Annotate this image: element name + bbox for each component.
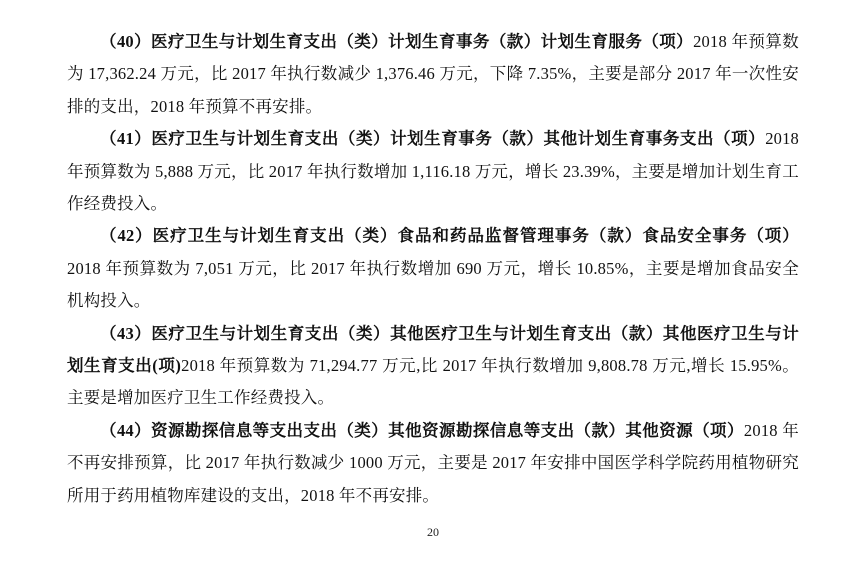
paragraph-43-heading: （43）医疗卫生与计划生育支出（类）其他医疗卫生与计划生育支出（款）其他医疗卫生与计划生育支出(项) [67, 323, 799, 376]
paragraph-41 [67, 123, 799, 220]
paragraph-42-body: 2018 年预算数为 7,051 万元，比 2017 年执行数增加 690 万元，增长 10.85%，主要是增加食品安全机构投入。 [67, 258, 799, 311]
paragraph-40-heading: （40）医疗卫生与计划生育支出（类）计划生育事务（款）计划生育服务（项） [100, 32, 694, 51]
document-content [67, 26, 799, 512]
paragraph-40-body: 2018 年预算数为 17,362.24 万元，比 2017 年执行数减少 1,376.46 万元，下降 7.35%，主要是部分 2017 年一次性安排的支出，2018 年预算不再安排。 [67, 32, 799, 116]
paragraph-44 [67, 415, 799, 512]
paragraph-41-body: 2018 年预算数为 5,888 万元，比 2017 年执行数增加 1,116.18 万元，增长 23.39%，主要是增加计划生育工作经费投入。 [67, 129, 799, 214]
page-number: 20 [427, 525, 439, 539]
paragraph-41-heading: （41）医疗卫生与计划生育支出（类）计划生育事务（款）其他计划生育事务支出（项） [100, 129, 766, 149]
paragraph-43-body: 2018 年预算数为 71,294.77 万元,比 2017 年执行数增加 9,808.78 万元,增长 15.95%。主要是增加医疗卫生工作经费投入。 [67, 356, 799, 408]
paragraph-42-heading: （42）医疗卫生与计划生育支出（类）食品和药品监督管理事务（款）食品安全事务（项） [100, 226, 799, 246]
paragraph-43 [67, 318, 799, 415]
paragraph-40 [67, 26, 799, 123]
paragraph-44-heading: （44）资源勘探信息等支出支出（类）其他资源勘探信息等支出（款）其他资源（项） [100, 420, 744, 440]
paragraph-42 [67, 220, 799, 317]
paragraph-44-body: 2018 年不再安排预算，比 2017 年执行数减少 1000 万元，主要是 2017 年安排中国医学科学院药用植物研究所用于药用植物库建设的支出，2018 年不再安排。 [67, 420, 799, 505]
